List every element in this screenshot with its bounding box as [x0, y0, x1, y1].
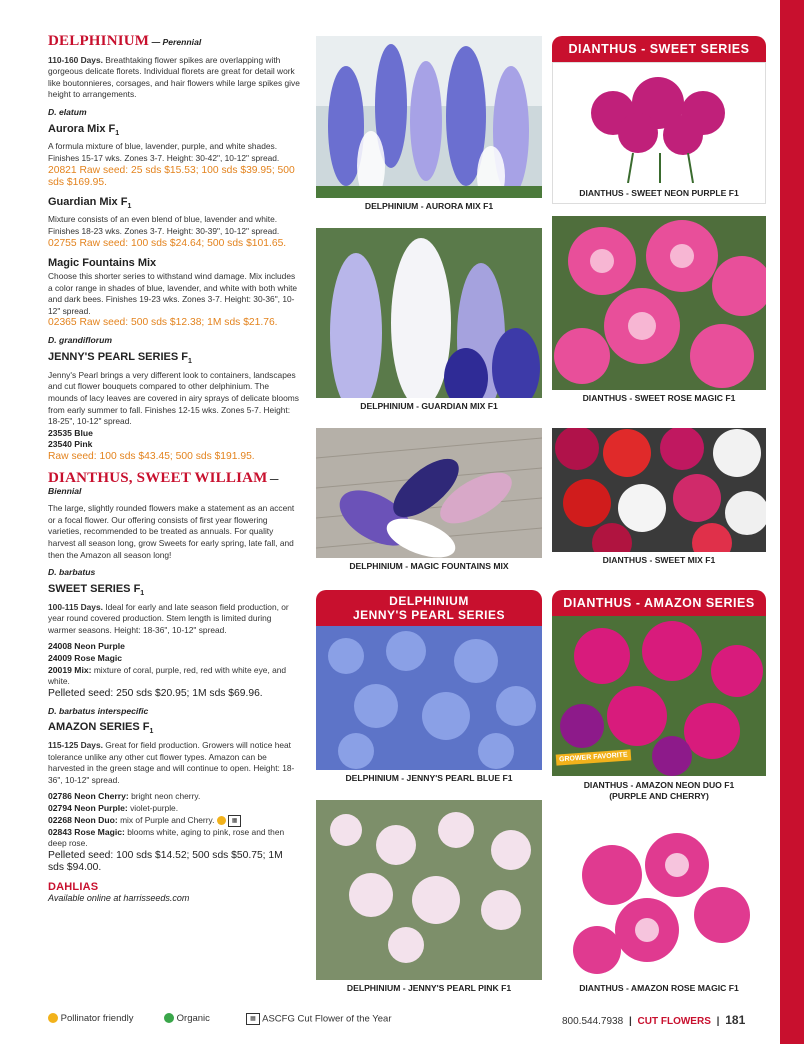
- flower-photo: [316, 800, 542, 996]
- item-code: 02843 Rose Magic: blooms white, aging to pink, rose and then deep rose.: [48, 826, 285, 849]
- photo-jenny-pearl-pink: [316, 800, 542, 996]
- page-footer-right: 800.544.7938 | CUT FLOWERS | 181: [562, 1013, 746, 1027]
- photo-amazon-rose-magic: [552, 820, 766, 996]
- photo-sweet-neon-purple: [552, 62, 766, 204]
- variety-name: SWEET SERIES $F_1$: [48, 582, 145, 597]
- sweet-series-banner: DIANTHUS - SWEET SERIES: [552, 36, 766, 62]
- price-line: 02755 Raw seed: 100 sds $24.64; 500 sds $101.65.: [48, 237, 287, 249]
- photo-caption: DELPHINIUM - MAGIC FOUNTAINS MIX: [316, 558, 542, 574]
- variety-name: Magic Fountains Mix: [48, 256, 157, 269]
- variety-description: Choose this shorter series to withstand wind damage. Mix includes a color range in shades of blue, lavender, and white with both white and dark bees. Finishes 19-23 wks. Zones 3-7. Height: 30-36", 10-12" spread.: [48, 271, 298, 316]
- photo-delphinium-guardian: [316, 228, 542, 414]
- variety-description: Jenny's Pearl brings a very different look to containers, landscapes and cut flower bouquets compared to other delphinium. The mounds of lacy leaves are covered in airy sprays of delicate blooms from early summer to fall. Finishes 12-15 wks. Zones 5-7. Height: 18-25", 10-12" spread.: [48, 369, 299, 427]
- item-code: 02268 Neon Duo: mix of Purple and Cherry. ▦: [48, 815, 300, 827]
- photo-caption: DELPHINIUM - GUARDIAN MIX F1: [316, 398, 542, 414]
- photo-sweet-mix: [552, 428, 766, 568]
- jenny-series-banner: DELPHINIUM JENNY'S PEARL SERIES: [316, 590, 542, 626]
- amazon-series-banner: DIANTHUS - AMAZON SERIES: [552, 590, 766, 616]
- latin-name: D. barbatus: [48, 567, 96, 578]
- dianthus-intro: The large, slightly rounded flowers make a statement as an accent or a focal flower. Our offering consists of first year flowering varieties, recommended to be treated as annuals. For quality harvest all season long, grow Sweets for early spring, late fall, and then the Amazon all season long!: [48, 503, 295, 560]
- ascfg-icon: ▦: [228, 815, 241, 827]
- photo-caption: DELPHINIUM - JENNY'S PEARL BLUE F1: [316, 770, 542, 786]
- pollinator-icon: [48, 1013, 58, 1023]
- photo-delphinium-aurora: [316, 36, 542, 214]
- photo-caption: DIANTHUS - SWEET NEON PURPLE F1: [553, 183, 765, 203]
- dianthus-heading: DIANTHUS, SWEET WILLIAM — Biennial: [48, 470, 279, 496]
- dahlias-heading: DAHLIAS: [48, 880, 99, 893]
- variety-name: AMAZON SERIES $F_1$: [48, 721, 154, 736]
- variety-description: Mixture consists of an even blend of blue, lavender and white. Finishes 18-23 wks. Zones 3-7. Height: 30-39", 10-12" spread.: [48, 214, 280, 236]
- delphinium-heading: DELPHINIUM — Perennial: [48, 33, 202, 49]
- latin-name: D. elatum: [48, 106, 87, 117]
- page-edge-stripe: [780, 0, 804, 1044]
- dahlias-note: Available online at harrisseeds.com: [48, 893, 190, 904]
- photo-caption: DIANTHUS - AMAZON ROSE MAGIC F1: [552, 980, 766, 996]
- flower-photo: [552, 428, 766, 568]
- photo-caption: DELPHINIUM - AURORA MIX F1: [316, 198, 542, 214]
- variety-name: Aurora Mix $F_1$: [48, 122, 120, 137]
- delphinium-intro: 110-160 Days. Breathtaking flower spikes are overlapping with gorgeous delicate florets. Individual florets are great for detail work like boutonnieres, corsages, and hair flowers while large spikes give height to arrangements.: [48, 54, 300, 100]
- item-code: 24009 Rose Magic: [48, 652, 123, 663]
- legend-pollinator: Pollinator friendly: [48, 1013, 134, 1024]
- latin-name: D. grandiflorum: [48, 335, 112, 346]
- variety-name: JENNY'S PEARL SERIES $F_1$: [48, 351, 192, 366]
- item-code: 02786 Neon Cherry: bright neon cherry.: [48, 791, 201, 802]
- organic-icon: [164, 1013, 174, 1023]
- flower-photo: [316, 626, 542, 786]
- item-code: 24008 Neon Purple: [48, 641, 125, 652]
- variety-description: 100-115 Days. Ideal for early and late season field production, or year round covered production. Stem length is limited during warmer seasons. Height: 18-36", 10-12" spread.: [48, 601, 289, 635]
- flower-photo: [316, 428, 542, 574]
- flower-photo: [552, 216, 766, 406]
- flower-photo: [552, 820, 766, 996]
- latin-name: D. barbatus interspecific: [48, 705, 149, 716]
- legend-organic: Organic: [164, 1013, 210, 1024]
- price-line: 20821 Raw seed: 25 sds $15.53; 100 sds $39.95; 500 sds $169.95.: [48, 164, 295, 188]
- page-number: 181: [725, 1013, 746, 1027]
- pollinator-icon: [217, 816, 226, 825]
- price-line: Raw seed: 100 sds $43.45; 500 sds $191.95.: [48, 451, 255, 462]
- photo-delphinium-magic-fountains: [316, 428, 542, 574]
- item-code: 20019 Mix: mixture of coral, purple, red, red with white eye, and white.: [48, 664, 287, 687]
- item-code: 23540 Pink: [48, 439, 93, 450]
- flower-photo: [316, 36, 542, 214]
- price-line: Pelleted seed: 100 sds $14.52; 500 sds $50.75; 1M sds $94.00.: [48, 849, 283, 873]
- photo-caption: DIANTHUS - SWEET ROSE MAGIC F1: [552, 390, 766, 406]
- variety-name: Guardian Mix $F_1$: [48, 195, 132, 210]
- photo-caption: DIANTHUS - AMAZON NEON DUO F1 (PURPLE AND CHERRY): [552, 776, 766, 808]
- item-code: 23535 Blue: [48, 427, 93, 438]
- left-text-column: [48, 33, 300, 905]
- grower-favorite-badge: GROWER FAVORITE: [556, 749, 631, 765]
- price-line: 02365 Raw seed: 500 sds $12.38; 1M sds $21.76.: [48, 317, 278, 329]
- photo-jenny-pearl-blue: [316, 626, 542, 786]
- legend-ascfg: ▦ ASCFG Cut Flower of the Year: [246, 1013, 392, 1025]
- variety-description: A formula mixture of blue, lavender, purple, and white shades. Finishes 15-17 wks. Zones 3-7. Height: 30-42", 10-12" spread.: [48, 141, 280, 163]
- item-code: 02794 Neon Purple: violet-purple.: [48, 803, 179, 814]
- price-line: Pelleted seed: 250 sds $20.95; 1M sds $69.96.: [48, 687, 263, 699]
- photo-caption: DELPHINIUM - JENNY'S PEARL PINK F1: [316, 980, 542, 996]
- photo-caption: DIANTHUS - SWEET MIX F1: [552, 552, 766, 568]
- photo-amazon-neon-duo: [552, 616, 766, 808]
- ascfg-icon: ▦: [246, 1013, 260, 1025]
- variety-description: 115-125 Days. Great for field production. Growers will notice heat tolerance unlike any other cut flower types. Amazon can be harvested in the green stage and will continue to open. Height: 18-36", 10-12" spread.: [48, 740, 295, 785]
- photo-sweet-rose-magic: [552, 216, 766, 406]
- flower-photo: [316, 228, 542, 414]
